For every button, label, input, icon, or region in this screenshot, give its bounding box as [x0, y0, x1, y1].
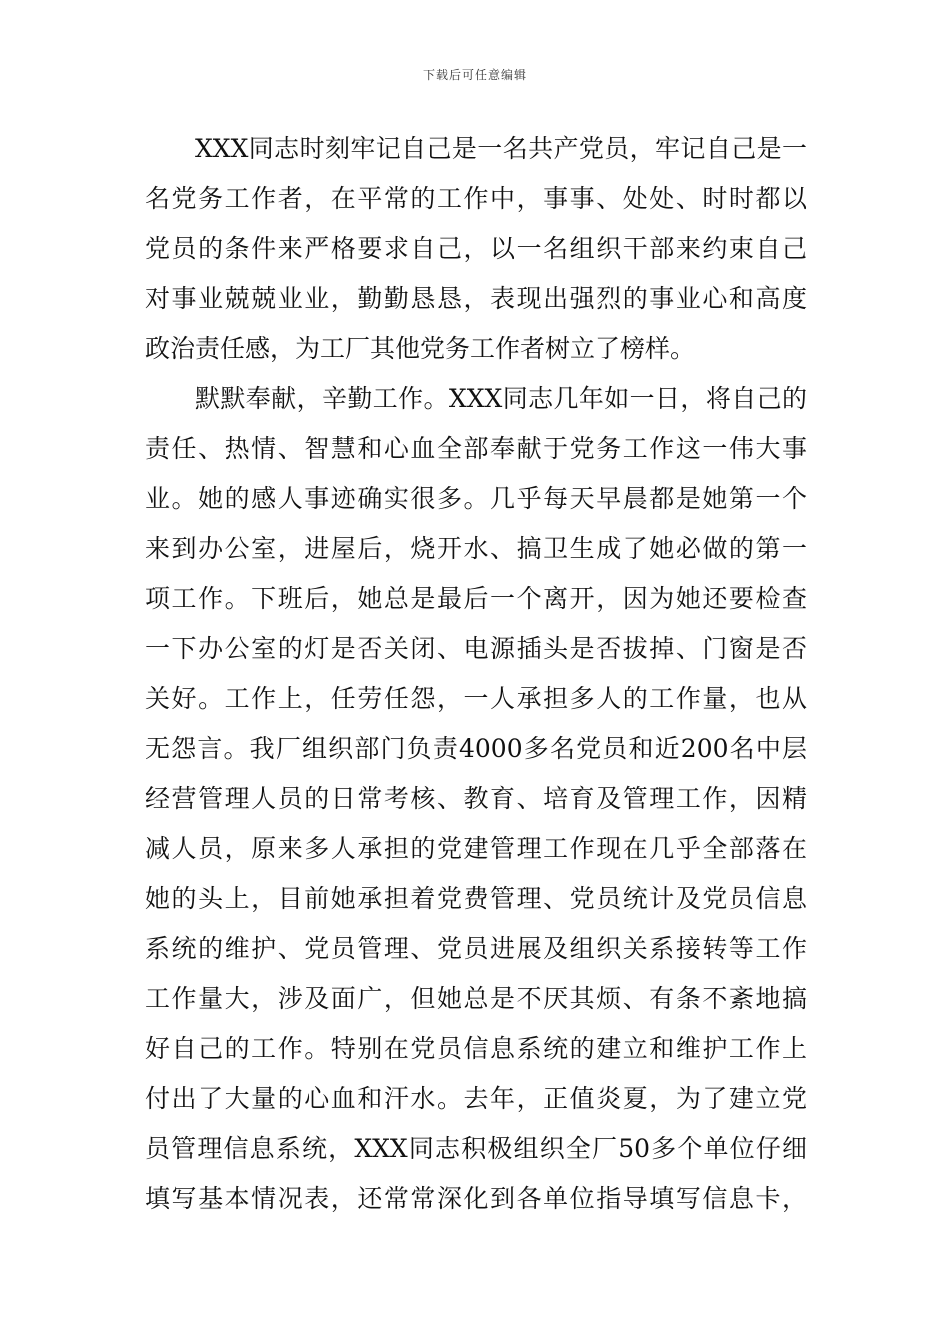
text-line: XXX同志时刻牢记自己是一名共产党员，牢记自己是一 — [195, 134, 807, 163]
paragraph — [145, 374, 807, 1224]
text-line: 员管理信息系统，XXX同志积极组织全厂50多个单位仔细 — [145, 1134, 807, 1163]
text-line: 经营管理人员的日常考核、教育、培育及管理工作，因精 — [145, 784, 807, 813]
text-line: 对事业兢兢业业，勤勤恳恳，表现出强烈的事业心和高度 — [145, 284, 807, 313]
text-line: 项工作。下班后，她总是最后一个离开，因为她还要检查 — [145, 584, 807, 613]
page-header: 下载后可任意编辑 — [422, 68, 527, 82]
text-line: 默默奉献，辛勤工作。XXX同志几年如一日，将自己的 — [195, 384, 807, 413]
text-line: 系统的维护、党员管理、党员进展及组织关系接转等工作 — [145, 934, 807, 963]
text-line: 一下办公室的灯是否关闭、电源插头是否拔掉、门窗是否 — [145, 634, 807, 663]
document-body — [145, 124, 807, 1224]
text-line: 来到办公室，进屋后，烧开水、搞卫生成了她必做的第一 — [145, 534, 807, 563]
text-line: 业。她的感人事迹确实很多。几乎每天早晨都是她第一个 — [145, 484, 807, 513]
text-line: 填写基本情况表，还常常深化到各单位指导填写信息卡， — [145, 1184, 807, 1213]
paragraph — [145, 124, 807, 374]
text-line: 她的头上，目前她承担着党费管理、党员统计及党员信息 — [145, 884, 807, 913]
text-line: 党员的条件来严格要求自己，以一名组织干部来约束自己 — [145, 234, 807, 263]
text-line: 政治责任感，为工厂其他党务工作者树立了榜样。 — [145, 334, 696, 363]
text-line: 名党务工作者，在平常的工作中，事事、处处、时时都以 — [145, 184, 807, 213]
text-line: 好自己的工作。特别在党员信息系统的建立和维护工作上 — [145, 1034, 807, 1063]
text-line: 关好。工作上，任劳任怨，一人承担多人的工作量，也从 — [145, 684, 807, 713]
text-line: 无怨言。我厂组织部门负责4000多名党员和近200名中层 — [145, 734, 807, 763]
text-line: 责任、热情、智慧和心血全部奉献于党务工作这一伟大事 — [145, 434, 807, 463]
text-line: 工作量大，涉及面广，但她总是不厌其烦、有条不紊地搞 — [145, 984, 807, 1013]
text-line: 付出了大量的心血和汗水。去年，正值炎夏，为了建立党 — [145, 1084, 807, 1113]
text-line: 减人员，原来多人承担的党建管理工作现在几乎全部落在 — [145, 834, 807, 863]
